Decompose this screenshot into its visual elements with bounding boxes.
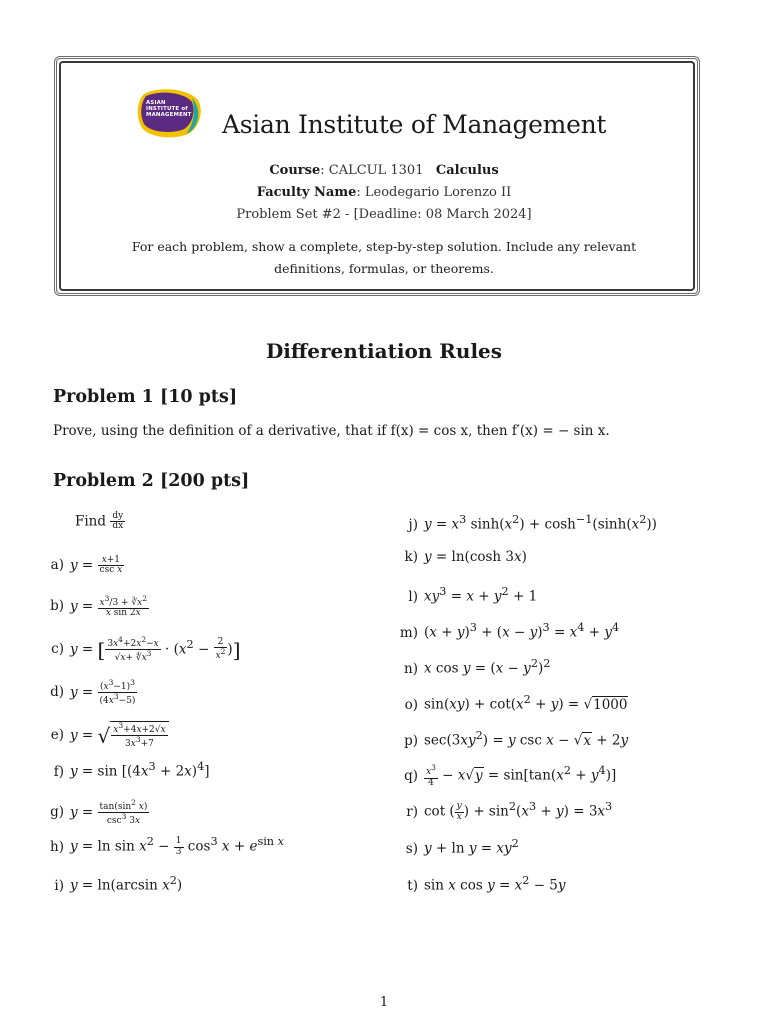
course-label: Course [269, 163, 321, 178]
course-name: Calculus [435, 163, 499, 178]
item-r: r) cot ( $\frac{y}{x}$ ) + $\sin^2(x^3 + y) = 3x^3$ [392, 800, 612, 822]
find-instruction [75, 512, 125, 532]
faculty-label: Faculty Name [256, 185, 357, 200]
institution-name: Asian Institute of Management [222, 110, 607, 139]
derivative-fraction [110, 512, 125, 532]
course-line [0, 163, 768, 178]
item-label: e) [50, 727, 64, 744]
item-label: j) [408, 516, 418, 533]
item-label: q) [404, 767, 418, 784]
item-d: d) y = $\frac{(x^3-1)^3}{(4x^3-5)}$ [36, 679, 137, 707]
item-i: i) y = ln(arcsin $x^2$) [36, 874, 182, 894]
faculty-line [0, 185, 768, 200]
instructions-line-1: For each problem, show a complete, step-by-step solution. Include any relevant [131, 239, 637, 254]
faculty-name: : Leodegario Lorenzo II [356, 185, 512, 200]
item-p: p) $\sec(3xy^2) = y$ csc x − √x + 2y [392, 729, 628, 749]
item-label: b) [50, 598, 64, 615]
item-j: j) $y = x^3$ $\sinh(x^2) + \cosh^{-1}(\sinh(x^2))$ [392, 513, 657, 533]
item-b: b) y = $\frac{x^3/3 + ∛x^2}{\text{x sin 2x}}$ [36, 595, 149, 619]
item-label: o) [404, 696, 418, 713]
course-code: : CALCUL 1301 [320, 163, 424, 178]
problem-2-heading: Problem 2 [200 pts] [53, 471, 250, 491]
item-f: f) $y = \sin [(4x^3 + 2x)^4]$ [36, 760, 210, 780]
item-m: m) $(x + y)^3 + (x - y)^3 = x^4 + y^4$ [392, 621, 619, 641]
item-label: k) [404, 549, 418, 565]
item-k: k) y = ln(cosh 3x) [392, 549, 527, 565]
item-c: c) y = [ $\frac{3x^4+2x^2-x}{√x+ ∜x^3}$ · ($x^2$ − $\frac{2}{x^2}$ )] [36, 636, 241, 664]
item-label: t) [407, 877, 418, 894]
item-label: a) [50, 557, 64, 574]
item-h: h) $y = \ln \sin x^2$ − $\frac{1}{3}$ $\cos^3 x + e^{sin x}$ [36, 835, 284, 857]
item-label: p) [404, 732, 418, 749]
item-label: i) [54, 877, 64, 894]
derivative-numerator: dy [112, 511, 124, 521]
item-a: a) y = x+1 csc x [36, 556, 124, 576]
item-g: g) y = $\tan(\sin^2$ x) $\csc^3 3x$ [36, 799, 149, 827]
item-l: l) $xy^3 = x + y^2 + 1$ [392, 585, 537, 605]
item-label: d) [50, 684, 64, 701]
item-label: g) [50, 804, 64, 821]
item-o: o) $\sin(xy) + \cot(x^2 + y) = √1000$ [392, 693, 628, 713]
instructions-line-2: definitions, formulas, or theorems. [274, 261, 494, 276]
problem-1-heading: Problem 1 [10 pts] [53, 387, 238, 407]
item-q: q) $\frac{x^3}{4}$ − $x√y = \sin[\tan(x^2 + y^4)]$ [392, 764, 616, 788]
item-t: t) sin x $\cos y = x^2 - 5y$ [392, 874, 566, 894]
logo-text: ASIAN INSTITUTE of MANAGEMENT [146, 100, 192, 119]
item-e: e) y = √ $\frac{x^3+4x+2√x}{3x^3+7}$ [36, 721, 169, 750]
problem-set-line: Problem Set #2 - [Deadline: 08 March 2024] [236, 207, 532, 222]
item-label: f) [53, 763, 64, 780]
item-label: h) [50, 838, 64, 855]
item-label: m) [399, 624, 418, 641]
item-n: n) x $\cos y = (x - y^2)^2$ [392, 657, 550, 677]
item-label: c) [51, 641, 64, 658]
item-s: s) $y + \ln y = xy^2$ [392, 837, 519, 857]
find-label: Find [75, 513, 107, 530]
item-label: n) [404, 660, 418, 677]
item-label: s) [405, 840, 418, 857]
page-number: 1 [379, 995, 389, 1010]
item-label: r) [406, 803, 418, 820]
derivative-denominator: dx [112, 521, 124, 532]
problem-1-text: Prove, using the definition of a derivative, that if f(x) = cos x, then f′(x) = − sin x. [53, 423, 610, 439]
section-title: Differentiation Rules [265, 339, 503, 363]
item-label: l) [408, 588, 418, 605]
